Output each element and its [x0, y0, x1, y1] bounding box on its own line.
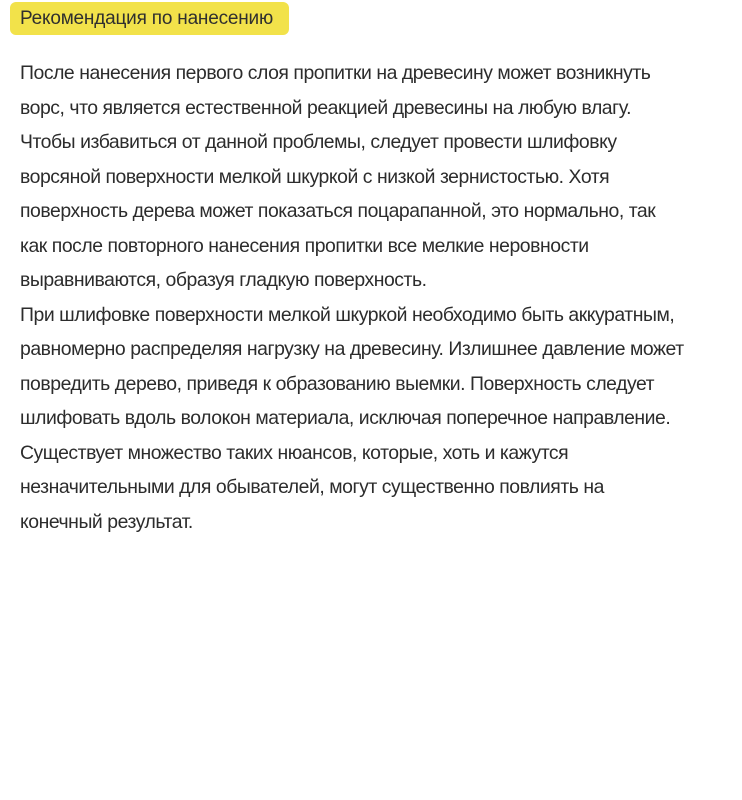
- text-line: ворс, что является естественной реакцией древесины на любую влагу.: [20, 96, 632, 119]
- text-line: ворсяной поверхности мелкой шкуркой с низкой зернистостью. Хотя: [20, 165, 610, 188]
- text-line: равномерно распределяя нагрузку на древесину. Излишнее давление может: [20, 338, 684, 360]
- section-heading: Рекомендация по нанесению: [20, 7, 274, 29]
- text-line: повредить дерево, приведя к образованию выемки. Поверхность следует: [20, 372, 655, 395]
- text-line: Чтобы избавиться от данной проблемы, следует провести шлифовку: [20, 131, 617, 153]
- text-line: конечный результат.: [20, 510, 193, 533]
- body-text: [20, 56, 740, 539]
- text-line: После нанесения первого слоя пропитки на древесину может возникнуть: [20, 62, 651, 84]
- text-line: поверхность дерева может показаться поцарапанной, это нормально, так: [20, 200, 656, 222]
- text-line: как после повторного нанесения пропитки все мелкие неровности: [20, 234, 589, 257]
- text-line: незначительными для обывателей, могут существенно повлиять на: [20, 476, 604, 498]
- text-line: Существует множество таких нюансов, которые, хоть и кажутся: [20, 441, 569, 464]
- text-line: При шлифовке поверхности мелкой шкуркой необходимо быть аккуратным,: [20, 303, 675, 326]
- text-line: выравниваются, образуя гладкую поверхность.: [20, 269, 427, 291]
- text-line: шлифовать вдоль волокон материала, исключая поперечное направление.: [20, 407, 671, 429]
- section-heading-banner: [10, 2, 289, 35]
